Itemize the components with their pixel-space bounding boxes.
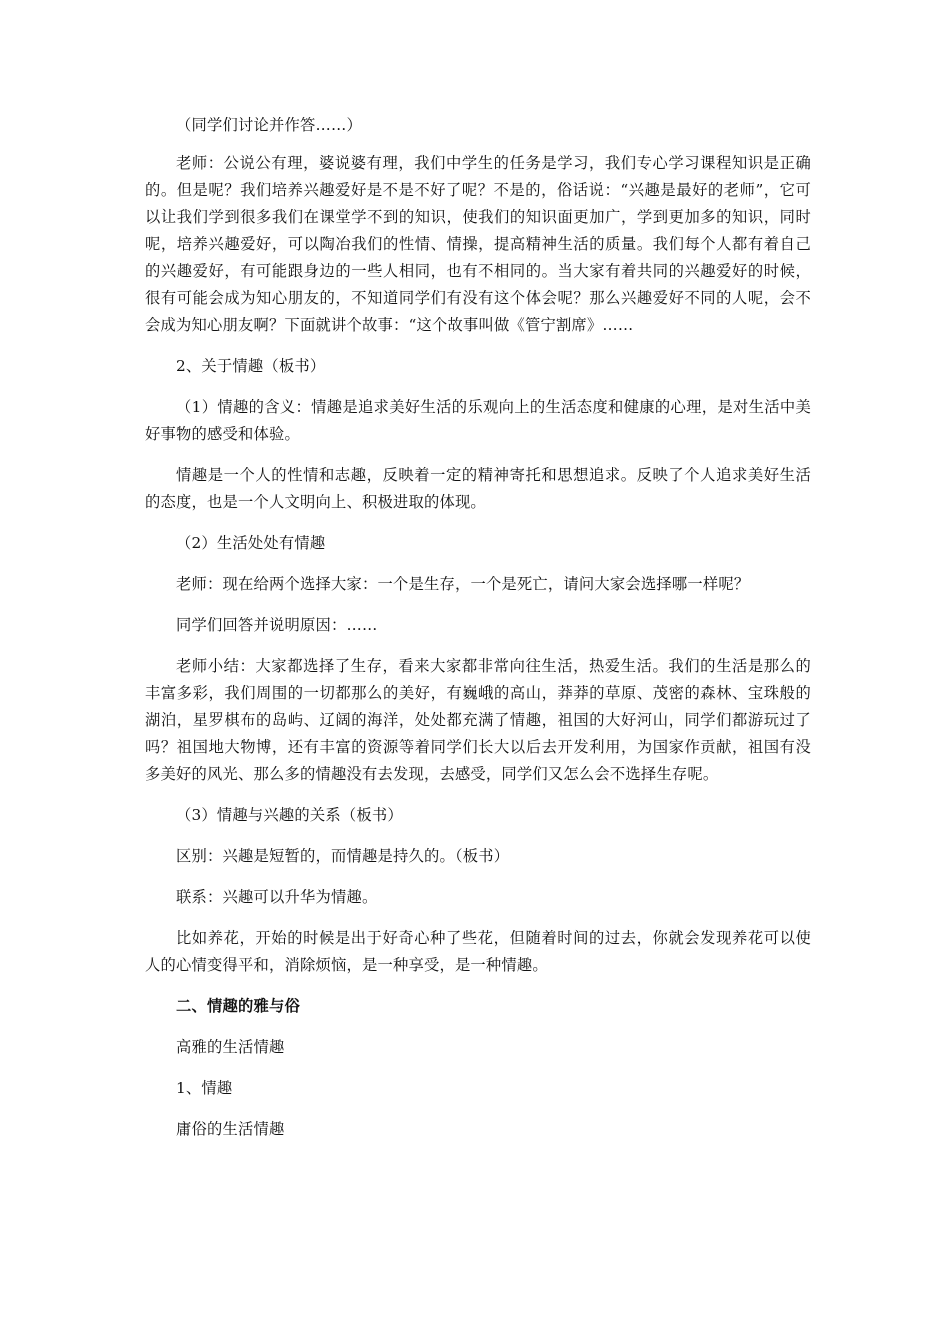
subheading-life-everywhere: （2）生活处处有情趣 [176, 534, 326, 552]
paragraph-qingqu-explanation: 情趣是一个人的性情和志趣，反映着一定的精神寄托和思想追求。反映了个人追求美好生活的态度，也是一个人文明向上、积极进取的体现。 [145, 466, 811, 511]
item-qingqu: 1、情趣 [176, 1079, 233, 1097]
subheading-relationship: （3）情趣与兴趣的关系（板书） [176, 806, 403, 824]
paragraph-difference: 区别：兴趣是短暂的，而情趣是持久的。（板书） [176, 847, 510, 865]
section-heading-elegant-vulgar: 二、情趣的雅与俗 [176, 997, 300, 1015]
paragraph-connection: 联系：兴趣可以升华为情趣。 [176, 888, 378, 906]
item-vulgar-interest: 庸俗的生活情趣 [176, 1120, 285, 1138]
document-page [145, 112, 811, 1143]
paragraph-discussion-note: （同学们讨论并作答……） [176, 116, 362, 134]
paragraph-teacher-choice: 老师：现在给两个选择大家：一个是生存，一个是死亡，请问大家会选择哪一样呢？ [176, 575, 750, 593]
paragraph-teacher-summary: 老师小结：大家都选择了生存，看来大家都非常向往生活，热爱生活。我们的生活是那么的丰富多彩，我们周围的一切都那么的美好，有巍峨的高山，莽莽的草原、茂密的森林、宝珠般的湖泊，星罗棋布的岛屿、辽阔的海洋，处处都充满了情趣，祖国的大好河山，同学们都游玩过了吗？祖国地大物博，还有丰富的资源等着同学们长大以后去开发利用，为国家作贡献，祖国有没多美好的风光、那么多的情趣没有去发现，去感受，同学们又怎么会不选择生存呢。 [145, 657, 811, 783]
paragraph-flower-example: 比如养花，开始的时候是出于好奇心种了些花，但随着时间的过去，你就会发现养花可以使人的心情变得平和，消除烦恼，是一种享受，是一种情趣。 [145, 929, 811, 974]
item-elegant-interest: 高雅的生活情趣 [176, 1038, 285, 1056]
paragraph-students-answer: 同学们回答并说明原因：…… [176, 616, 378, 634]
paragraph-teacher-interest: 老师：公说公有理，婆说婆有理，我们中学生的任务是学习，我们专心学习课程知识是正确的。但是呢？我们培养兴趣爱好是不是不好了呢？不是的，俗话说：“兴趣是最好的老师”，它可以让我们学到很多我们在课堂学不到的知识，使我们的知识面更加广，学到更加多的知识，同时呢，培养兴趣爱好，可以陶冶我们的性情、情操，提高精神生活的质量。我们每个人都有着自己的兴趣爱好，有可能跟身边的一些人相同，也有不相同的。当大家有着共同的兴趣爱好的时候，很有可能会成为知心朋友的，不知道同学们有没有这个体会呢？那么兴趣爱好不同的人呢，会不会成为知心朋友啊？下面就讲个故事：“这个故事叫做《管宁割席》…… [145, 154, 811, 334]
paragraph-qingqu-definition: （1）情趣的含义：情趣是追求美好生活的乐观向上的生活态度和健康的心理，是对生活中美好事物的感受和体验。 [145, 398, 811, 443]
section-heading-about-qingqu: 2、关于情趣（板书） [176, 357, 326, 375]
